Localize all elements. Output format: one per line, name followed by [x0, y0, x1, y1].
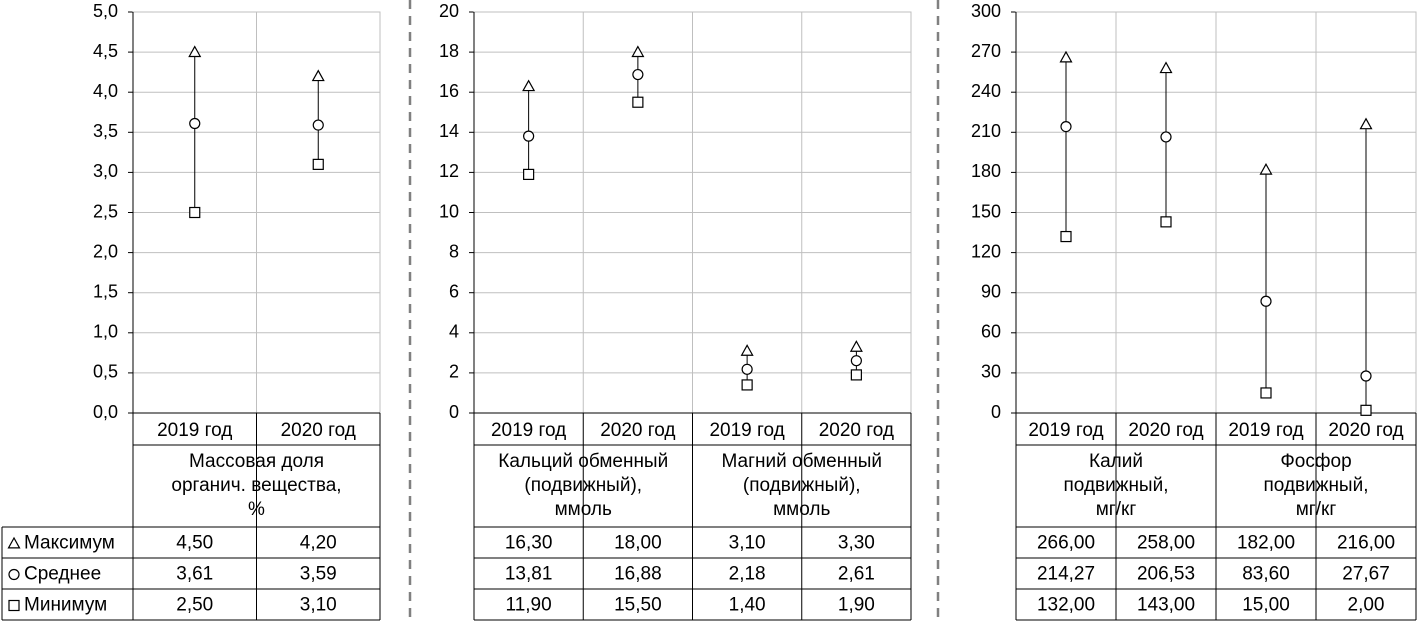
y-tick-label: 90: [980, 281, 1001, 302]
y-tick-label: 120: [970, 241, 1001, 262]
square-marker-2-1: [633, 97, 643, 107]
y-tick-label: 300: [970, 0, 1001, 21]
y-tick-label: 0: [990, 401, 1001, 422]
square-marker-2-3: [1361, 405, 1371, 415]
category-label: 2019 год: [1228, 420, 1304, 442]
category-label: 2020 год: [818, 420, 895, 442]
group-label: Массовая доля: [188, 451, 325, 473]
y-tick-label: 18: [438, 40, 459, 61]
square-marker-2-1: [313, 159, 323, 169]
data-cell: 3,61: [176, 563, 214, 585]
data-cell: 27,67: [1342, 563, 1390, 585]
data-cell: 18,00: [614, 532, 662, 554]
square-marker-2-0: [524, 169, 534, 179]
y-tick-label: 4,0: [92, 80, 118, 101]
group-label: органич. вещества,: [171, 475, 342, 497]
y-tick-label: 14: [438, 121, 459, 142]
y-tick-label: 0,0: [92, 401, 118, 422]
square-marker-2-1: [1161, 217, 1171, 227]
triangle-marker-0-1: [632, 47, 643, 57]
triangle-marker-0-2: [742, 345, 753, 355]
data-cell: 83,60: [1242, 563, 1290, 585]
data-cell: 15,50: [614, 594, 662, 616]
category-label: 2019 год: [490, 420, 567, 442]
data-cell: 16,88: [614, 563, 662, 585]
data-cell: 2,18: [728, 563, 766, 585]
data-cell: 3,59: [299, 563, 337, 585]
legend-circle-icon: [9, 570, 19, 580]
legend-triangle-icon: [9, 538, 20, 548]
y-tick-label: 0: [448, 401, 459, 422]
legend-label: Максимум: [24, 532, 115, 554]
triangle-marker-0-3: [851, 341, 862, 351]
group-label: подвижный,: [1263, 475, 1369, 497]
y-tick-label: 1,5: [92, 281, 118, 302]
group-label: Калий: [1089, 451, 1143, 473]
category-label: 2020 год: [1128, 420, 1204, 442]
y-tick-label: 2: [448, 361, 459, 382]
square-marker-2-2: [742, 380, 752, 390]
data-cell: 2,00: [1347, 594, 1385, 616]
y-tick-label: 6: [448, 281, 459, 302]
triangle-marker-0-0: [1061, 52, 1072, 62]
y-tick-label: 4,5: [92, 40, 118, 61]
y-tick-label: 1,0: [92, 321, 118, 342]
y-tick-label: 16: [438, 80, 459, 101]
legend-label: Среднее: [24, 563, 102, 585]
circle-marker-1-1: [633, 70, 643, 80]
category-label: 2019 год: [1028, 420, 1104, 442]
circle-marker-1-3: [851, 356, 861, 366]
triangle-marker-0-0: [189, 47, 200, 57]
data-cell: 2,61: [837, 563, 875, 585]
data-cell: 132,00: [1036, 594, 1096, 616]
circle-marker-1-2: [1261, 296, 1271, 306]
category-label: 2020 год: [280, 420, 356, 442]
data-cell: 206,53: [1136, 563, 1196, 585]
category-label: 2019 год: [709, 420, 785, 442]
y-tick-label: 60: [980, 321, 1001, 342]
group-label: Магний обменный: [721, 451, 882, 473]
triangle-marker-0-1: [1161, 63, 1172, 73]
square-marker-2-2: [1261, 388, 1271, 398]
data-cell: 4,50: [176, 532, 214, 554]
square-marker-2-3: [851, 370, 861, 380]
group-label: мг/кг: [1295, 499, 1337, 521]
group-label: подвижный,: [1063, 475, 1169, 497]
data-cell: 1,40: [728, 594, 766, 616]
group-label: мг/кг: [1095, 499, 1137, 521]
y-tick-label: 3,5: [92, 121, 118, 142]
data-cell: 3,10: [728, 532, 766, 554]
y-tick-label: 210: [970, 121, 1001, 142]
data-cell: 4,20: [299, 532, 337, 554]
circle-marker-1-3: [1361, 371, 1371, 381]
y-tick-label: 0,5: [92, 361, 118, 382]
data-cell: 1,90: [837, 594, 875, 616]
y-tick-label: 270: [970, 40, 1001, 61]
legend-label: Минимум: [24, 594, 108, 616]
y-tick-label: 180: [970, 161, 1001, 182]
group-label: Кальций обменный: [498, 451, 669, 473]
y-tick-label: 3,0: [92, 161, 118, 182]
triangle-marker-0-3: [1361, 119, 1372, 129]
y-tick-label: 20: [438, 0, 459, 21]
square-marker-2-0: [190, 208, 200, 218]
data-cell: 13,81: [504, 563, 553, 585]
data-cell: 143,00: [1136, 594, 1196, 616]
data-cell: 258,00: [1136, 532, 1196, 554]
group-label: ммоль: [773, 499, 831, 521]
group-label: ммоль: [554, 499, 612, 521]
y-tick-label: 30: [980, 361, 1001, 382]
y-tick-label: 2,5: [92, 201, 118, 222]
y-tick-label: 5,0: [92, 0, 118, 21]
data-cell: 216,00: [1336, 532, 1396, 554]
legend-square-icon: [9, 601, 19, 611]
data-cell: 3,30: [837, 532, 875, 554]
group-label: Фосфор: [1280, 451, 1352, 473]
data-cell: 266,00: [1036, 532, 1096, 554]
circle-marker-1-1: [313, 120, 323, 130]
group-label: (подвижный),: [742, 475, 861, 497]
category-label: 2020 год: [600, 420, 676, 442]
data-cell: 182,00: [1236, 532, 1296, 554]
data-cell: 11,90: [505, 594, 552, 616]
y-tick-label: 8: [448, 241, 459, 262]
y-tick-label: 150: [970, 201, 1001, 222]
circle-marker-1-1: [1161, 132, 1171, 142]
circle-marker-1-2: [742, 364, 752, 374]
category-label: 2020 год: [1328, 420, 1404, 442]
y-tick-label: 12: [438, 161, 459, 182]
data-cell: 2,50: [176, 594, 214, 616]
data-cell: 15,00: [1242, 594, 1290, 616]
category-label: 2019 год: [157, 420, 233, 442]
y-tick-label: 10: [438, 201, 459, 222]
triangle-marker-0-1: [313, 71, 324, 81]
y-tick-label: 240: [970, 80, 1001, 101]
triangle-marker-0-0: [523, 81, 534, 91]
triangle-marker-0-2: [1261, 164, 1272, 174]
y-tick-label: 2,0: [92, 241, 118, 262]
circle-marker-1-0: [524, 131, 534, 141]
group-label: %: [248, 499, 265, 521]
data-cell: 3,10: [299, 594, 337, 616]
group-label: (подвижный),: [524, 475, 643, 497]
data-cell: 214,27: [1036, 563, 1096, 585]
y-tick-label: 4: [448, 321, 459, 342]
circle-marker-1-0: [1061, 122, 1071, 132]
circle-marker-1-0: [190, 118, 200, 128]
square-marker-2-0: [1061, 232, 1071, 242]
data-cell: 16,30: [504, 532, 553, 554]
